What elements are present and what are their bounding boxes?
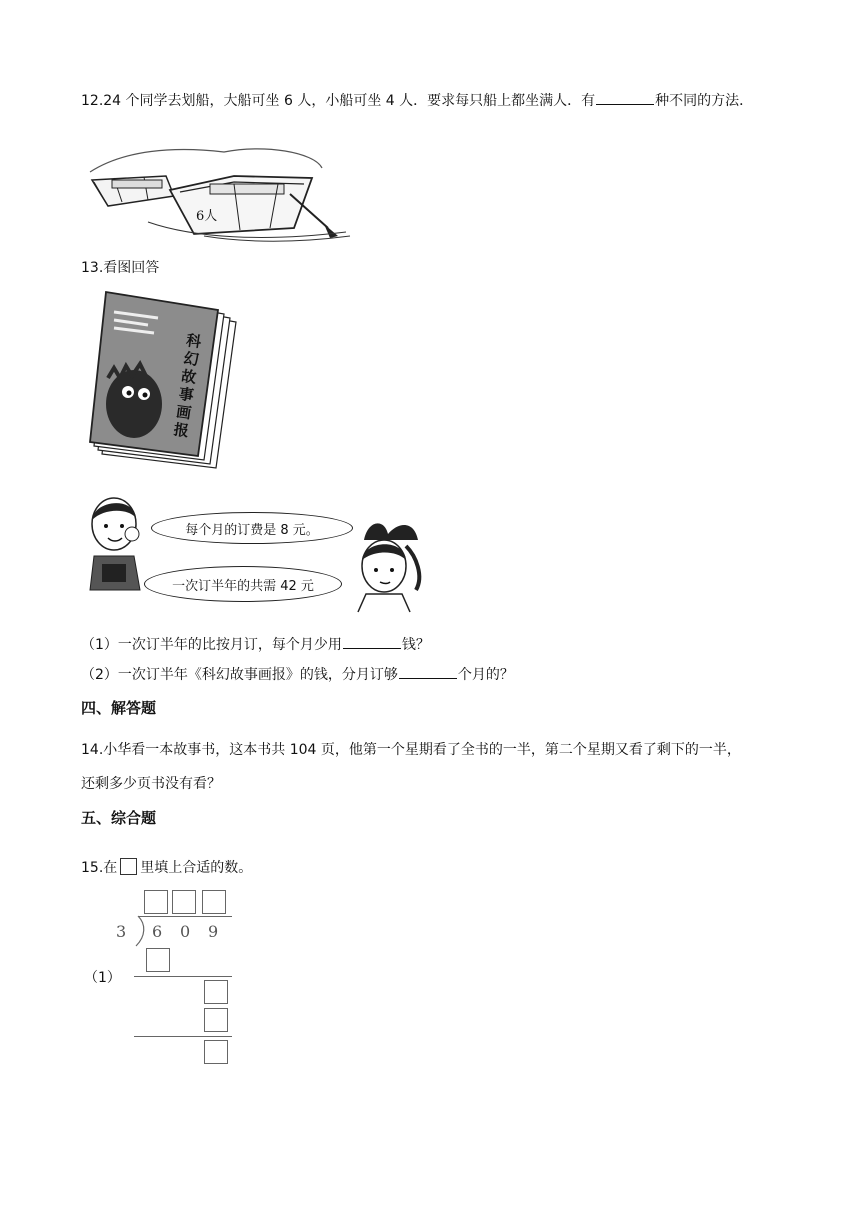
sub1-text-end: 钱？ [401,637,430,653]
speech-bubble-2-text: 一次订半年的共需 42 元 [172,578,314,594]
blank-box-icon [120,858,137,875]
answer-blank-13-1[interactable] [343,634,401,649]
question-14-line2: 还剩多少页书没有看？ [81,776,221,792]
answer-blank-12[interactable] [596,90,654,105]
remainder-box-2[interactable] [204,1040,228,1064]
sub1-text: （1）一次订半年的比按月订，每个月少用 [81,637,342,653]
question-13-title: 13.看图回答 [81,260,160,276]
subtraction-line-2 [134,1036,232,1037]
speech-bubble-1-text: 每个月的订费是 8 元。 [185,522,319,538]
section-4-title: 四、解答题 [81,699,157,717]
section-5-title: 五、综合题 [81,809,157,827]
magazine-illustration [88,292,248,472]
subtraction-line-1 [134,976,232,977]
quotient-box-3[interactable] [202,890,226,914]
quotient-box-2[interactable] [172,890,196,914]
product-box-1[interactable] [146,948,170,972]
division-bar [138,916,232,917]
question-15-text: 15.在 [81,860,118,876]
long-division [110,888,240,1068]
sub2-text-end: 个月的？ [457,667,514,683]
quotient-box-1[interactable] [144,890,168,914]
question-15-text-end: 里填上合适的数。 [140,860,253,876]
question-12-text: 12.24 个同学去划船，大船可坐 6 人，小船可坐 4 人．要求每只船上都坐满人．有 [81,93,596,109]
boat-illustration [84,132,354,244]
division-bracket [134,916,146,946]
boy-illustration [84,494,148,592]
question-14-line1: 14.小华看一本故事书，这本书共 104 页，他第一个星期看了全书的一半，第二个星期又看了剩下的一半， [81,742,741,758]
speech-bubble-2 [144,566,342,602]
question-13-sub2 [81,664,514,685]
dividend-digit-2: 0 [180,922,191,941]
speech-bubble-1 [151,512,353,544]
dividend-digit-1: 6 [152,922,163,941]
remainder-box-1[interactable] [204,980,228,1004]
question-15 [81,858,252,878]
answer-blank-13-2[interactable] [399,664,457,679]
magazine-title: 科幻故事画报 [172,331,203,441]
product-box-2[interactable] [204,1008,228,1032]
sub2-text: （2）一次订半年《科幻故事画报》的钱，分月订够 [81,667,398,683]
girl-illustration [344,520,434,612]
question-13-sub1 [81,634,430,655]
boat-label: 6人 [196,209,218,224]
question-12-text-end: 种不同的方法． [655,93,754,109]
divisor: 3 [116,922,127,941]
question-15-sub1-label: （1） [84,970,121,986]
dividend-digit-3: 9 [208,922,219,941]
question-12 [81,90,753,111]
